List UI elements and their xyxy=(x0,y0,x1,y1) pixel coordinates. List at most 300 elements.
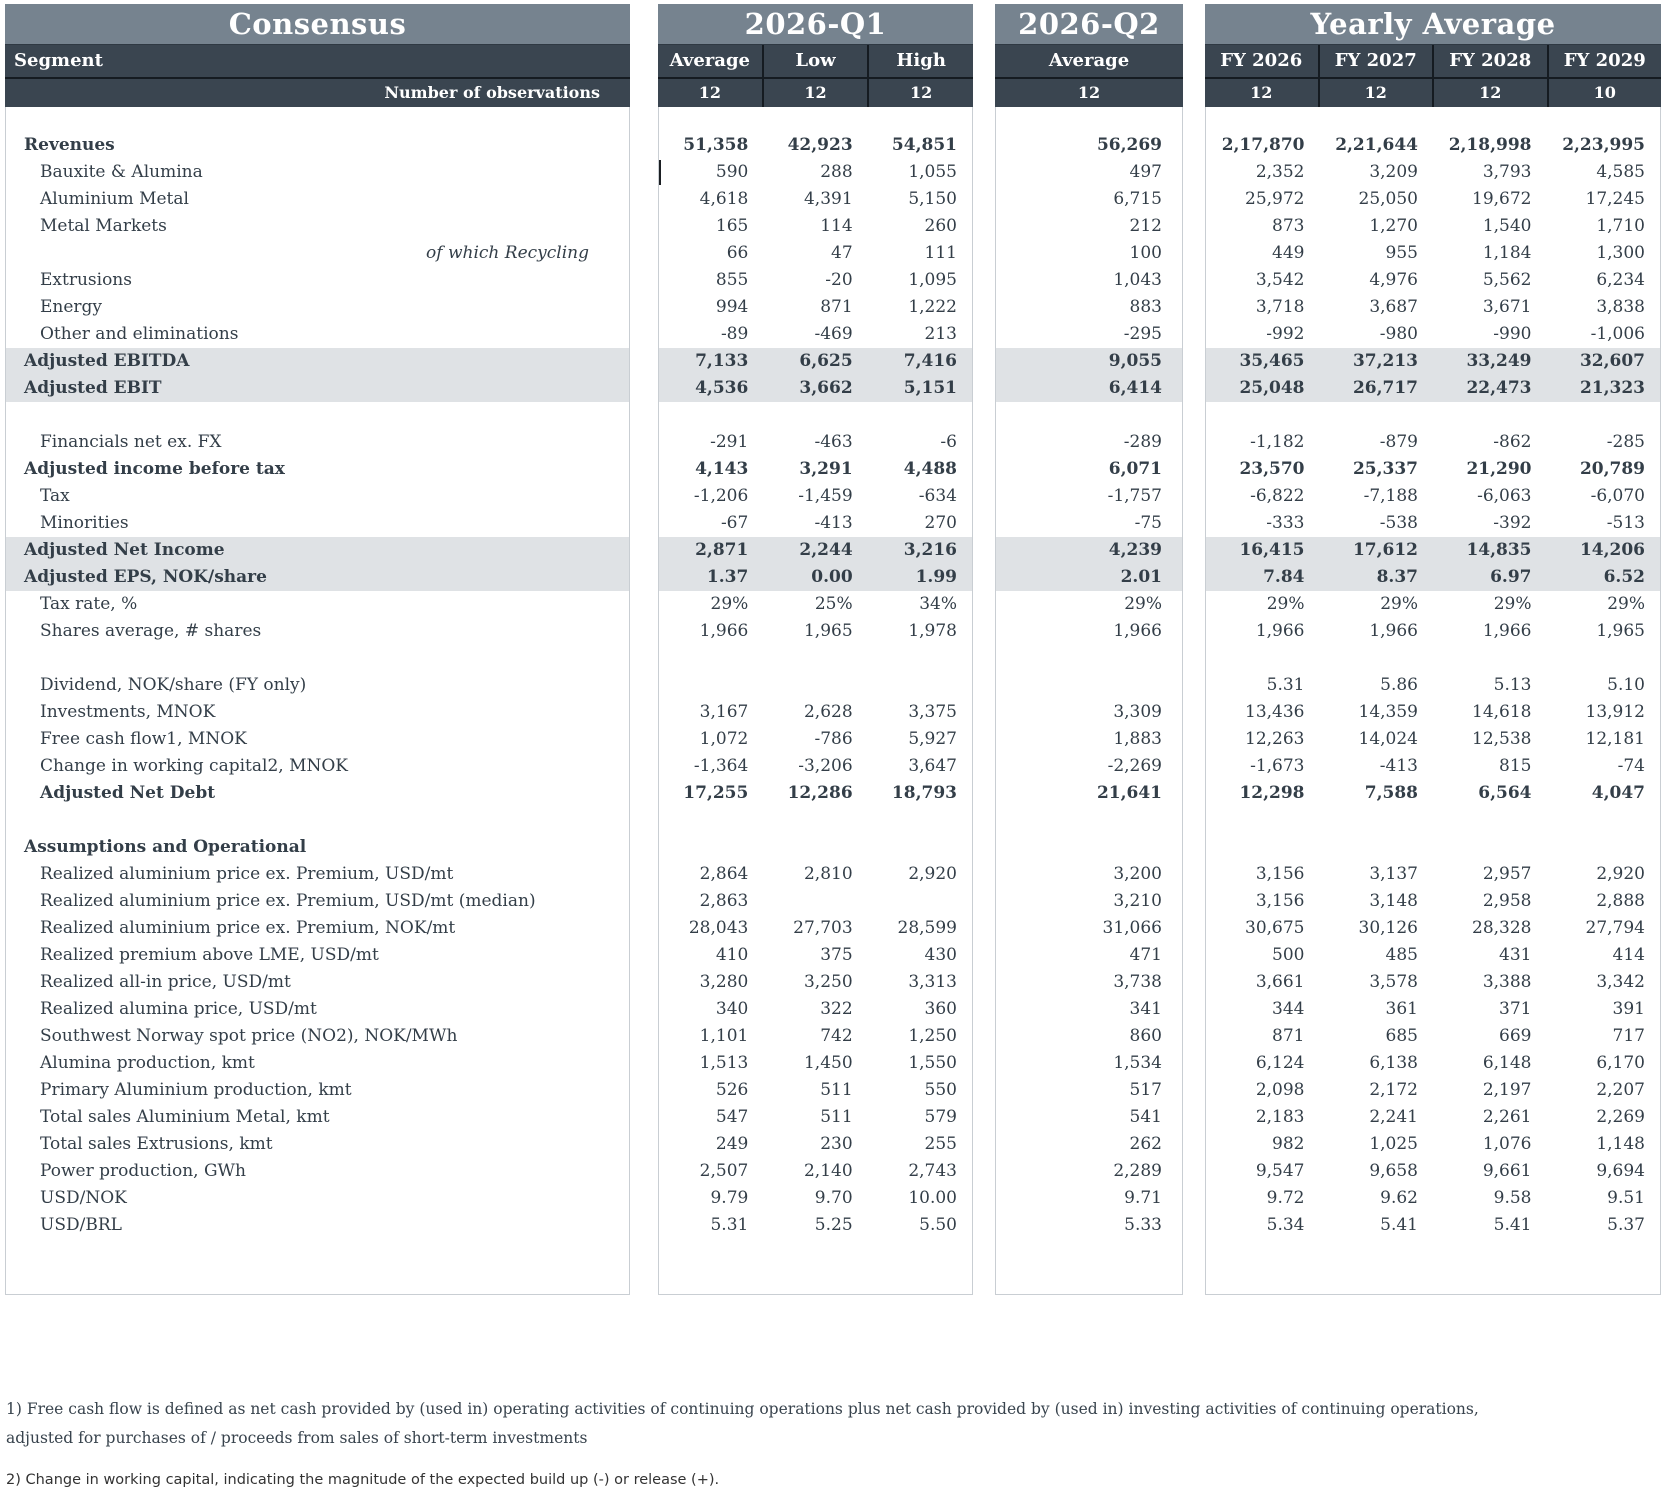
value-cell: 1,540 xyxy=(1482,216,1532,236)
table-row xyxy=(6,1104,629,1131)
table-row xyxy=(996,267,1182,294)
table-row xyxy=(1206,672,1660,699)
table-row xyxy=(659,861,972,888)
value-cell: -980 xyxy=(1379,324,1418,344)
table-row xyxy=(1206,834,1660,861)
value-cell: 1,965 xyxy=(803,621,853,641)
table-row xyxy=(1206,942,1660,969)
q1-title: 2026-Q1 xyxy=(658,4,973,45)
value-cell: 1,550 xyxy=(908,1053,957,1073)
table-row xyxy=(1206,915,1660,942)
value-cell: 3,210 xyxy=(1113,891,1162,911)
value-cell: 25,048 xyxy=(1239,378,1305,398)
row-label: Adjusted Net Debt xyxy=(40,783,216,803)
table-row xyxy=(1206,240,1660,267)
table-row xyxy=(659,915,972,942)
value-cell: 3,661 xyxy=(1255,972,1305,992)
table-row xyxy=(659,159,972,186)
value-cell: 375 xyxy=(820,945,853,965)
value-cell: 2,888 xyxy=(1596,891,1645,911)
value-cell: 42,923 xyxy=(787,135,853,155)
value-cell: 6.97 xyxy=(1490,567,1532,587)
table-row xyxy=(6,1050,629,1077)
row-label: Free cash flow1, MNOK xyxy=(40,729,247,749)
value-cell: 2,241 xyxy=(1369,1107,1418,1127)
yearly-average-block xyxy=(1205,4,1661,1295)
row-label: Adjusted EBITDA xyxy=(24,351,190,371)
value-cell: 34% xyxy=(919,594,957,614)
value-cell: 114 xyxy=(820,216,853,236)
value-cell: 5.34 xyxy=(1266,1215,1305,1235)
column-header-low: Low xyxy=(762,45,868,77)
value-cell: 994 xyxy=(715,297,749,317)
segment-header-row xyxy=(5,45,630,79)
value-cell: -75 xyxy=(1134,513,1162,533)
value-cell: -1,206 xyxy=(693,486,749,506)
value-cell: 27,703 xyxy=(793,918,853,938)
value-cell: 9.58 xyxy=(1493,1188,1532,1208)
value-cell: 3,542 xyxy=(1255,270,1305,290)
table-row xyxy=(996,834,1182,861)
value-cell: 341 xyxy=(1129,999,1162,1019)
table-row xyxy=(1206,888,1660,915)
column-header-fy2028: FY 2028 xyxy=(1432,45,1547,77)
value-cell: 1,710 xyxy=(1596,216,1645,236)
observation-count: 12 xyxy=(1077,83,1101,102)
value-cell: 3,342 xyxy=(1596,972,1645,992)
labels-block xyxy=(5,4,630,1295)
row-label: Energy xyxy=(40,297,103,317)
table-row xyxy=(996,1158,1182,1185)
table-row xyxy=(1206,1131,1660,1158)
value-cell: -291 xyxy=(710,432,749,452)
value-cell: 4,143 xyxy=(695,459,749,479)
column-header-fy2029: FY 2029 xyxy=(1547,45,1662,77)
value-cell: 860 xyxy=(1129,1026,1162,1046)
column-header-average: Average xyxy=(669,50,750,71)
value-cell: -786 xyxy=(814,729,853,749)
value-cell: 13,436 xyxy=(1245,702,1305,722)
value-cell: -289 xyxy=(1123,432,1162,452)
value-cell: 100 xyxy=(1129,243,1162,263)
value-cell: 30,126 xyxy=(1358,918,1418,938)
value-cell: 2,958 xyxy=(1482,891,1532,911)
value-cell: 2,920 xyxy=(908,864,957,884)
table-row xyxy=(996,294,1182,321)
column-header-high: High xyxy=(867,45,973,77)
row-label: USD/BRL xyxy=(40,1215,122,1235)
value-cell: 28,599 xyxy=(897,918,957,938)
value-cell: 1,055 xyxy=(908,162,957,182)
table-row xyxy=(659,591,972,618)
value-cell xyxy=(763,672,867,699)
row-spacer xyxy=(659,807,972,834)
table-row xyxy=(996,591,1182,618)
value-cell xyxy=(1433,834,1547,861)
value-cell: 5.31 xyxy=(710,1215,749,1235)
row-label: Assumptions and Operational xyxy=(24,837,307,857)
value-cell: 541 xyxy=(1129,1107,1162,1127)
row-label: Realized premium above LME, USD/mt xyxy=(40,945,379,965)
value-cell: 410 xyxy=(715,945,749,965)
table-row xyxy=(659,699,972,726)
row-label: Realized all-in price, USD/mt xyxy=(40,972,291,992)
value-cell: -990 xyxy=(1493,324,1532,344)
value-cell: -879 xyxy=(1379,432,1418,452)
value-cell: 3,309 xyxy=(1113,702,1162,722)
observation-count: 12 xyxy=(1318,79,1433,107)
value-cell: 6,715 xyxy=(1113,189,1162,209)
value-cell: 16,415 xyxy=(1239,540,1305,560)
value-cell: 249 xyxy=(715,1134,749,1154)
table-row xyxy=(659,375,972,402)
table-row xyxy=(996,1023,1182,1050)
value-cell: -1,006 xyxy=(1590,324,1645,344)
value-cell: 5.41 xyxy=(1493,1215,1532,1235)
value-cell: -513 xyxy=(1606,513,1645,533)
value-cell: 29% xyxy=(710,594,749,614)
observations-header-row xyxy=(5,79,630,107)
observation-count: 12 xyxy=(762,79,868,107)
value-cell: 511 xyxy=(820,1080,853,1100)
value-cell xyxy=(659,672,763,699)
table-row xyxy=(6,321,629,348)
value-cell: 579 xyxy=(924,1107,957,1127)
value-cell: 1,534 xyxy=(1113,1053,1162,1073)
table-row xyxy=(6,186,629,213)
table-row xyxy=(996,510,1182,537)
value-cell: 1,095 xyxy=(908,270,957,290)
value-cell: 5.50 xyxy=(919,1215,957,1235)
value-cell: 33,249 xyxy=(1466,351,1532,371)
value-cell: 2,269 xyxy=(1596,1107,1645,1127)
value-cell xyxy=(1320,834,1434,861)
table-row xyxy=(6,753,629,780)
value-cell xyxy=(659,834,763,861)
value-cell: 6,071 xyxy=(1108,459,1162,479)
q2-title: 2026-Q2 xyxy=(995,4,1183,45)
value-cell: -413 xyxy=(814,513,853,533)
table-row xyxy=(6,213,629,240)
value-cell: -6,822 xyxy=(1250,486,1305,506)
table-row xyxy=(6,564,629,591)
row-spacer xyxy=(1206,402,1660,429)
value-cell: 3,738 xyxy=(1113,972,1162,992)
value-cell: -463 xyxy=(814,432,853,452)
row-label: Adjusted income before tax xyxy=(24,459,285,479)
column-header-average: Average xyxy=(1048,50,1130,71)
value-cell: 2,352 xyxy=(1255,162,1305,182)
table-row xyxy=(1206,618,1660,645)
value-cell: 3,647 xyxy=(908,756,957,776)
row-label: Extrusions xyxy=(40,270,132,290)
value-cell: 56,269 xyxy=(1096,135,1162,155)
value-cell: 14,024 xyxy=(1358,729,1418,749)
table-row xyxy=(6,942,629,969)
table-row xyxy=(1206,132,1660,159)
table-row xyxy=(1206,1212,1660,1239)
observation-count: 12 xyxy=(867,79,973,107)
value-cell: 322 xyxy=(820,999,853,1019)
value-cell: 3,687 xyxy=(1369,297,1418,317)
value-cell: 29% xyxy=(1266,594,1305,614)
value-cell: 7.84 xyxy=(1263,567,1305,587)
yearly-column-headers xyxy=(1205,45,1661,79)
value-cell: 14,206 xyxy=(1579,540,1645,560)
value-cell: 3,167 xyxy=(699,702,749,722)
row-spacer xyxy=(659,645,972,672)
table-row xyxy=(659,267,972,294)
value-cell: 2,21,644 xyxy=(1335,135,1418,155)
row-label: Realized aluminium price ex. Premium, USD/mt xyxy=(40,864,454,884)
value-cell: 5.10 xyxy=(1607,675,1645,695)
value-cell: -538 xyxy=(1379,513,1418,533)
row-label: Primary Aluminium production, kmt xyxy=(40,1080,352,1100)
yearly-average-title: Yearly Average xyxy=(1205,4,1661,45)
table-row xyxy=(996,240,1182,267)
value-cell: 30,675 xyxy=(1245,918,1305,938)
value-cell: 25,050 xyxy=(1358,189,1418,209)
value-cell: 485 xyxy=(1385,945,1418,965)
labels-body xyxy=(5,107,630,1295)
table-row xyxy=(1206,996,1660,1023)
value-cell: 2,261 xyxy=(1482,1107,1532,1127)
value-cell: 212 xyxy=(1129,216,1162,236)
value-cell: 2,863 xyxy=(699,891,749,911)
table-row xyxy=(659,996,972,1023)
value-cell: 590 xyxy=(715,162,749,182)
row-spacer xyxy=(6,807,629,834)
value-cell: 19,672 xyxy=(1472,189,1532,209)
value-cell: 12,538 xyxy=(1472,729,1532,749)
table-row xyxy=(1206,483,1660,510)
value-cell: 31,066 xyxy=(1102,918,1162,938)
value-cell xyxy=(996,834,1182,861)
value-cell: 2,17,870 xyxy=(1221,135,1305,155)
table-row xyxy=(1206,699,1660,726)
table-row xyxy=(996,915,1182,942)
row-label: Realized aluminium price ex. Premium, NOK/mt xyxy=(40,918,456,938)
value-cell: 51,358 xyxy=(683,135,749,155)
value-cell: 1.37 xyxy=(706,567,749,587)
value-cell: -992 xyxy=(1266,324,1305,344)
value-cell: 1,148 xyxy=(1596,1134,1645,1154)
table-row xyxy=(996,1104,1182,1131)
table-row xyxy=(1206,267,1660,294)
table-row xyxy=(996,213,1182,240)
table-row xyxy=(6,294,629,321)
value-cell: 6,564 xyxy=(1478,783,1532,803)
value-cell: 1,513 xyxy=(699,1053,749,1073)
value-cell: 12,263 xyxy=(1245,729,1305,749)
value-cell: 3,838 xyxy=(1596,297,1645,317)
value-cell xyxy=(996,672,1182,699)
yearly-body xyxy=(1205,107,1661,1295)
value-cell: 2,244 xyxy=(799,540,853,560)
value-cell: -6 xyxy=(940,432,957,452)
table-row xyxy=(659,429,972,456)
q1-observation-counts xyxy=(658,79,973,107)
value-cell: 3,375 xyxy=(908,702,957,722)
value-cell: 955 xyxy=(1385,243,1418,263)
table-row xyxy=(1206,1023,1660,1050)
table-row xyxy=(659,1158,972,1185)
value-cell: 1,025 xyxy=(1369,1134,1418,1154)
value-cell: 3,216 xyxy=(903,540,957,560)
value-cell: 12,181 xyxy=(1585,729,1645,749)
table-row xyxy=(6,132,629,159)
value-cell: 29% xyxy=(1380,594,1418,614)
row-label: Power production, GWh xyxy=(40,1161,246,1181)
table-row xyxy=(6,1131,629,1158)
q2-column-headers xyxy=(995,45,1183,79)
table-row xyxy=(1206,321,1660,348)
value-cell: 1,965 xyxy=(1596,621,1645,641)
table-row xyxy=(659,1185,972,1212)
value-cell: 2,743 xyxy=(908,1161,957,1181)
footnote-working-capital: 2) Change in working capital, indicating the magnitude of the expected build up (-) or release (+). xyxy=(6,1472,720,1488)
value-cell: 28,328 xyxy=(1472,918,1532,938)
value-cell: 6,625 xyxy=(799,351,853,371)
table-row xyxy=(659,1131,972,1158)
value-cell: 2,207 xyxy=(1596,1080,1645,1100)
table-row xyxy=(6,537,629,564)
value-cell: 6,234 xyxy=(1596,270,1645,290)
value-cell: 3,671 xyxy=(1482,297,1532,317)
row-spacer xyxy=(1206,807,1660,834)
value-cell: 288 xyxy=(820,162,853,182)
value-cell: -862 xyxy=(1493,432,1532,452)
value-cell: 1,101 xyxy=(699,1026,749,1046)
value-cell xyxy=(763,834,867,861)
value-cell: 3,209 xyxy=(1369,162,1418,182)
value-cell: 230 xyxy=(820,1134,853,1154)
value-cell: 4,618 xyxy=(699,189,749,209)
table-row xyxy=(1206,1104,1660,1131)
table-row xyxy=(6,267,629,294)
table-row xyxy=(996,186,1182,213)
value-cell: 4,047 xyxy=(1591,783,1645,803)
value-cell: 414 xyxy=(1612,945,1645,965)
value-cell: -20 xyxy=(825,270,853,290)
value-cell: 5.33 xyxy=(1124,1215,1162,1235)
table-row xyxy=(6,375,629,402)
value-cell: 5.86 xyxy=(1380,675,1418,695)
table-row xyxy=(6,240,629,267)
value-cell: 3,156 xyxy=(1255,864,1305,884)
table-row xyxy=(996,321,1182,348)
value-cell: 25% xyxy=(814,594,853,614)
table-row xyxy=(6,726,629,753)
value-cell: 260 xyxy=(924,216,957,236)
q1-column-headers xyxy=(658,45,973,79)
value-cell: 371 xyxy=(1499,999,1532,1019)
value-cell: 2,289 xyxy=(1113,1161,1162,1181)
value-cell: 2,23,995 xyxy=(1562,135,1645,155)
table-row xyxy=(659,240,972,267)
value-cell: 9,547 xyxy=(1255,1161,1305,1181)
table-row xyxy=(1206,510,1660,537)
table-row xyxy=(6,429,629,456)
table-row xyxy=(996,672,1182,699)
table-row xyxy=(996,1050,1182,1077)
value-cell: 471 xyxy=(1129,945,1162,965)
value-cell: 3,200 xyxy=(1113,864,1162,884)
value-cell: 6,138 xyxy=(1369,1053,1418,1073)
value-cell: -333 xyxy=(1266,513,1305,533)
table-row xyxy=(6,1212,629,1239)
row-label: Investments, MNOK xyxy=(40,702,216,722)
value-cell: 23,570 xyxy=(1239,459,1305,479)
observation-count: 12 xyxy=(1250,83,1273,102)
table-row xyxy=(6,483,629,510)
row-spacer xyxy=(6,645,629,672)
value-cell: 5,150 xyxy=(908,189,957,209)
table-row xyxy=(6,888,629,915)
value-cell: 5,151 xyxy=(903,378,957,398)
value-cell xyxy=(868,888,972,915)
value-cell: 13,912 xyxy=(1585,702,1645,722)
value-cell: 21,290 xyxy=(1466,459,1532,479)
row-label: Adjusted EPS, NOK/share xyxy=(24,567,267,587)
value-cell: 497 xyxy=(1129,162,1162,182)
row-label: Tax xyxy=(40,486,70,506)
value-cell: 10.00 xyxy=(908,1188,957,1208)
value-cell: 5.25 xyxy=(814,1215,853,1235)
table-row xyxy=(996,780,1182,807)
value-cell: 855 xyxy=(715,270,749,290)
table-row xyxy=(659,672,972,699)
value-cell: 1.99 xyxy=(915,567,957,587)
value-cell: -7,188 xyxy=(1363,486,1418,506)
table-row xyxy=(1206,375,1660,402)
value-cell: 2.01 xyxy=(1120,567,1162,587)
value-cell: 20,789 xyxy=(1579,459,1645,479)
value-cell: 547 xyxy=(715,1107,749,1127)
table-row xyxy=(1206,294,1660,321)
table-row xyxy=(996,537,1182,564)
value-cell: 21,641 xyxy=(1096,783,1162,803)
value-cell: 3,280 xyxy=(699,972,749,992)
value-cell: 9,055 xyxy=(1108,351,1162,371)
value-cell: -2,269 xyxy=(1107,756,1162,776)
value-cell: 6,148 xyxy=(1482,1053,1532,1073)
table-row xyxy=(659,510,972,537)
value-cell: 32,607 xyxy=(1579,351,1645,371)
table-row xyxy=(1206,753,1660,780)
value-cell: 25,337 xyxy=(1352,459,1418,479)
value-cell: 5.13 xyxy=(1493,675,1532,695)
table-row xyxy=(6,1077,629,1104)
table-row xyxy=(996,942,1182,969)
value-cell: 742 xyxy=(820,1026,853,1046)
value-cell: 1,270 xyxy=(1369,216,1418,236)
column-header-fy2027: FY 2027 xyxy=(1318,45,1433,77)
value-cell: 18,793 xyxy=(891,783,957,803)
value-cell: 7,133 xyxy=(695,351,749,371)
value-cell: 3,662 xyxy=(799,378,853,398)
value-cell xyxy=(1206,834,1320,861)
row-label: Revenues xyxy=(24,135,115,155)
value-cell: 12,286 xyxy=(787,783,853,803)
value-cell: 2,183 xyxy=(1255,1107,1305,1127)
observation-count: 12 xyxy=(698,83,721,102)
table-row xyxy=(996,456,1182,483)
value-cell: -285 xyxy=(1606,432,1645,452)
table-row xyxy=(6,780,629,807)
table-row xyxy=(6,969,629,996)
table-row xyxy=(1206,348,1660,375)
